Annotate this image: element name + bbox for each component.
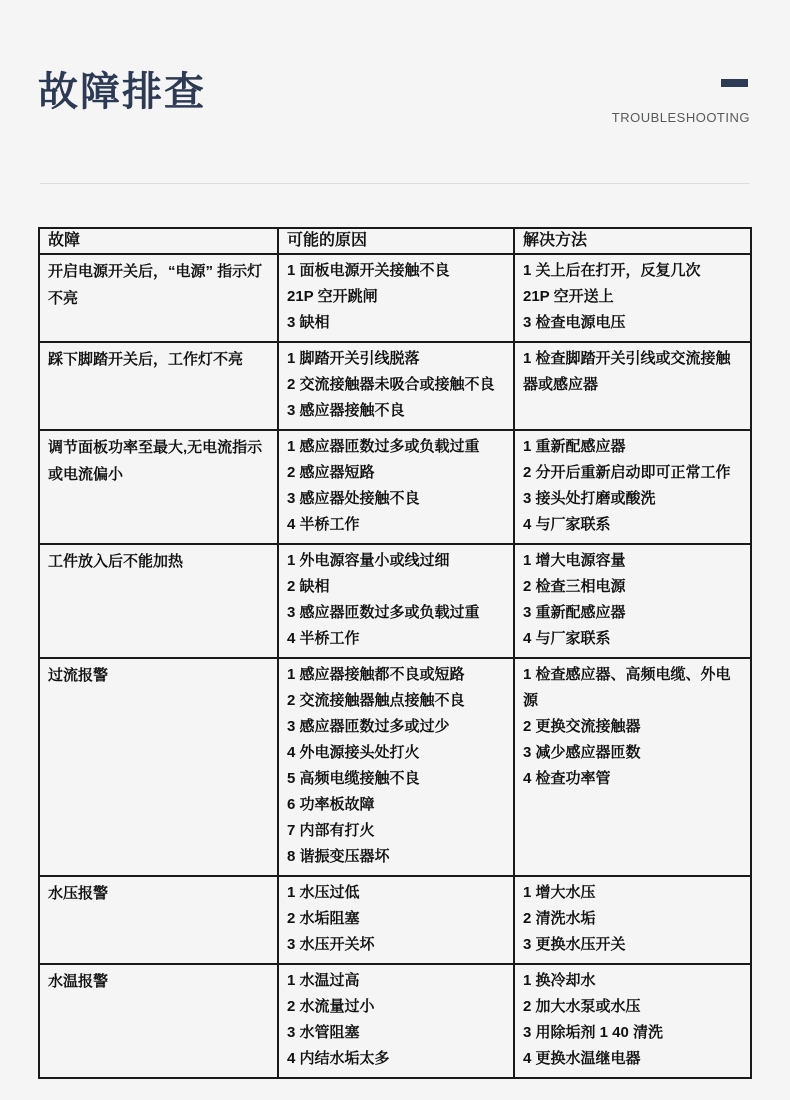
list-item: 2 加大水泵或水压 [523,998,641,1015]
fault-text: 踩下脚踏开关后，工作灯不亮 [48,351,244,368]
fault-text: 水压报警 [48,885,109,902]
list-item: 2 交流接触器触点接触不良 [287,692,465,709]
list-item: 21P 空开跳闸 [287,288,378,305]
table-row [39,342,751,430]
list-item: 2 交流接触器未吸合或接触不良 [287,376,495,393]
list-item: 3 缺相 [287,314,330,331]
fault-cell [39,342,278,430]
list-item: 1 增大水压 [523,884,596,901]
table-header [39,228,751,254]
fault-text: 过流报警 [48,667,109,684]
list-item: 4 外电源接头处打火 [287,744,420,761]
solutions-cell [514,876,751,964]
list-item: 2 缺相 [287,578,330,595]
list-item: 2 分开后重新启动即可正常工作 [523,464,731,481]
troubleshooting-table [38,227,752,1079]
solutions-cell [514,964,751,1078]
list-item: 6 功率板故障 [287,796,375,813]
fault-cell [39,964,278,1078]
list-item: 2 检查三相电源 [523,578,626,595]
list-item: 2 清洗水垢 [523,910,596,927]
table-row [39,964,751,1078]
list-item: 4 更换水温继电器 [523,1050,641,1067]
table-header-row [39,228,751,254]
list-item: 1 关上后在打开，反复几次 [523,262,701,279]
list-item: 1 检查脚踏开关引线或交流接触器或感应器 [523,350,731,393]
list-item: 1 水压过低 [287,884,360,901]
list-item: 7 内部有打火 [287,822,375,839]
causes-cell [278,342,514,430]
list-item: 1 脚踏开关引线脱落 [287,350,420,367]
causes-cell [278,876,514,964]
header-divider [40,183,750,184]
list-item: 4 与厂家联系 [523,630,611,647]
list-item: 3 感应器处接触不良 [287,490,420,507]
fault-text: 开启电源开关后，“电源” 指示灯不亮 [48,263,263,307]
causes-cell [278,964,514,1078]
fault-cell [39,876,278,964]
header-solutions: 解决方法 [514,228,751,254]
solutions-cell [514,544,751,658]
list-item: 3 用除垢剂 1 40 清洗 [523,1024,664,1041]
fault-cell [39,430,278,544]
table-row [39,254,751,342]
list-item: 2 水垢阻塞 [287,910,360,927]
causes-cell [278,544,514,658]
list-item: 3 水压开关坏 [287,936,375,953]
fault-cell [39,544,278,658]
list-item: 1 外电源容量小或线过细 [287,552,450,569]
causes-cell [278,658,514,876]
list-item: 4 半桥工作 [287,516,360,533]
fault-text: 调节面板功率至最大,无电流指示或电流偏小 [48,439,263,483]
table-row [39,430,751,544]
list-item: 1 重新配感应器 [523,438,626,455]
table-row [39,544,751,658]
list-item: 3 接头处打磨或酸洗 [523,490,656,507]
table-row [39,876,751,964]
list-item: 3 水管阻塞 [287,1024,360,1041]
list-item: 1 增大电源容量 [523,552,626,569]
list-item: 1 面板电源开关接触不良 [287,262,450,279]
title-dash-decoration [721,79,748,87]
page-title: 故障排查 [38,70,206,114]
solutions-cell [514,430,751,544]
list-item: 3 感应器接触不良 [287,402,405,419]
solutions-cell [514,254,751,342]
list-item: 2 水流量过小 [287,998,375,1015]
list-item: 8 谐振变压器坏 [287,848,390,865]
list-item: 1 换冷却水 [523,972,596,989]
list-item: 3 检查电源电压 [523,314,626,331]
list-item: 3 感应器匝数过多或过少 [287,718,450,735]
list-item: 1 感应器匝数过多或负载过重 [287,438,480,455]
solutions-cell [514,658,751,876]
causes-cell [278,430,514,544]
list-item: 3 重新配感应器 [523,604,626,621]
list-item: 3 更换水压开关 [523,936,626,953]
fault-cell [39,658,278,876]
page-subtitle: TROUBLESHOOTING [611,110,750,125]
list-item: 4 与厂家联系 [523,516,611,533]
list-item: 21P 空开送上 [523,288,614,305]
solutions-cell [514,342,751,430]
list-item: 3 减少感应器匝数 [523,744,641,761]
list-item: 4 内结水垢太多 [287,1050,390,1067]
list-item: 5 高频电缆接触不良 [287,770,420,787]
list-item: 2 更换交流接触器 [523,718,641,735]
fault-text: 工件放入后不能加热 [48,553,184,570]
list-item: 3 感应器匝数过多或负载过重 [287,604,480,621]
causes-cell [278,254,514,342]
list-item: 1 感应器接触都不良或短路 [287,666,465,683]
list-item: 4 半桥工作 [287,630,360,647]
header-causes: 可能的原因 [278,228,514,254]
table-row [39,658,751,876]
fault-text: 水温报警 [48,973,109,990]
fault-cell [39,254,278,342]
list-item: 1 水温过高 [287,972,360,989]
list-item: 4 检查功率管 [523,770,611,787]
list-item: 2 感应器短路 [287,464,375,481]
list-item: 1 检查感应器、高频电缆、外电源 [523,666,731,709]
header-fault: 故障 [39,228,278,254]
table-body [39,254,751,1078]
